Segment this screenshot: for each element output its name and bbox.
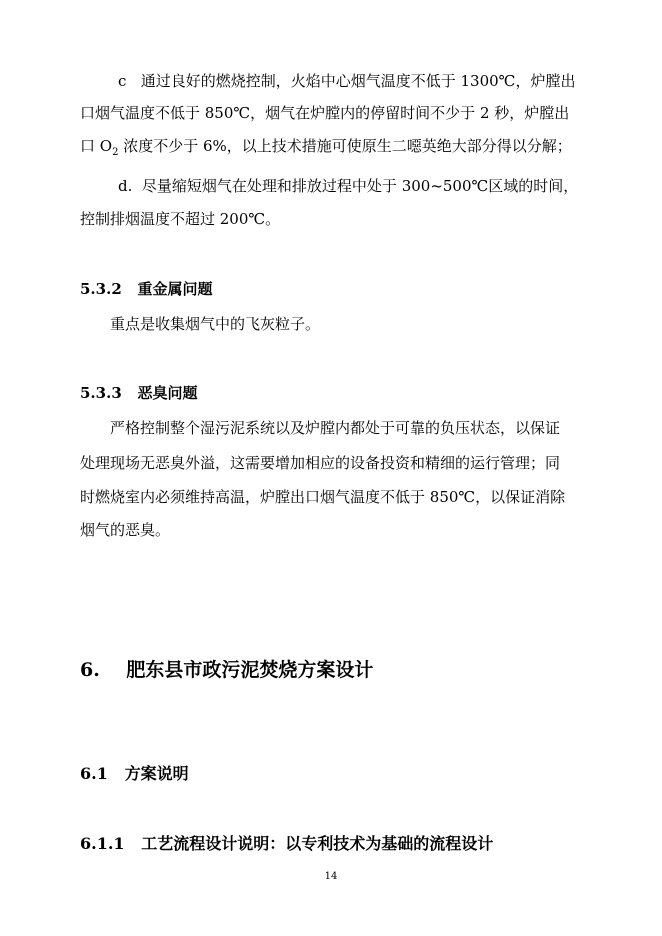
heading-6-1-number: 6.1 bbox=[80, 764, 108, 783]
paragraph-c-line-2: 口烟气温度不低于 850℃，烟气在炉膛内的停留时间不少于 2 秒，炉膛出 bbox=[80, 104, 570, 122]
heading-5-3-3-number: 5.3.3 bbox=[80, 384, 122, 402]
paragraph-d-text-1: 尽量缩短烟气在处理和排放过程中处于 300~500℃区域的时间， bbox=[141, 177, 579, 195]
chapter-6-heading bbox=[80, 658, 373, 682]
paragraph-c-text-3a: 口 O bbox=[80, 137, 113, 155]
chapter-6-number: 6. bbox=[80, 659, 100, 681]
heading-5-3-2-number: 5.3.2 bbox=[80, 280, 122, 298]
heading-5-3-3 bbox=[80, 383, 197, 403]
heading-6-1 bbox=[80, 763, 189, 785]
paragraph-d-marker: d. bbox=[118, 177, 133, 195]
paragraph-c-subscript: 2 bbox=[112, 147, 119, 158]
section-5-3-2-body: 重点是收集烟气中的飞灰粒子。 bbox=[110, 315, 321, 333]
heading-6-1-1-number: 6.1.1 bbox=[80, 834, 125, 853]
section-5-3-3-line-1: 严格控制整个湿污泥系统以及炉膛内都处于可靠的负压状态，以保证 bbox=[110, 419, 561, 437]
heading-6-1-1-title: 工艺流程设计说明：以专利技术为基础的流程设计 bbox=[141, 834, 494, 853]
paragraph-c-line-1 bbox=[118, 71, 575, 91]
chapter-6-title: 肥东县市政污泥焚烧方案设计 bbox=[126, 659, 374, 681]
heading-6-1-1 bbox=[80, 833, 493, 855]
paragraph-c-text-3b: 浓度不少于 6%，以上技术措施可使原生二噁英绝大部分得以分解； bbox=[118, 137, 572, 155]
paragraph-d-line-2: 控制排烟温度不超过 200℃。 bbox=[80, 210, 281, 228]
heading-5-3-2 bbox=[80, 279, 212, 299]
heading-5-3-2-title: 重金属问题 bbox=[137, 280, 213, 298]
paragraph-c-marker: c bbox=[118, 72, 127, 90]
paragraph-c-text-1: 通过良好的燃烧控制，火焰中心烟气温度不低于 1300℃，炉膛出 bbox=[140, 72, 576, 90]
section-5-3-3-line-2: 处理现场无恶臭外溢，这需要增加相应的设备投资和精细的运行管理；同 bbox=[80, 454, 561, 472]
heading-6-1-title: 方案说明 bbox=[124, 764, 189, 783]
section-5-3-3-line-4: 烟气的恶臭。 bbox=[80, 521, 171, 539]
heading-5-3-3-title: 恶臭问题 bbox=[137, 384, 198, 402]
page-number: 14 bbox=[324, 871, 338, 882]
paragraph-d-line-1 bbox=[118, 176, 578, 196]
section-5-3-3-line-3: 时燃烧室内必须维持高温，炉膛出口烟气温度不低于 850℃，以保证消除 bbox=[80, 488, 566, 506]
paragraph-c-line-3 bbox=[80, 136, 572, 156]
